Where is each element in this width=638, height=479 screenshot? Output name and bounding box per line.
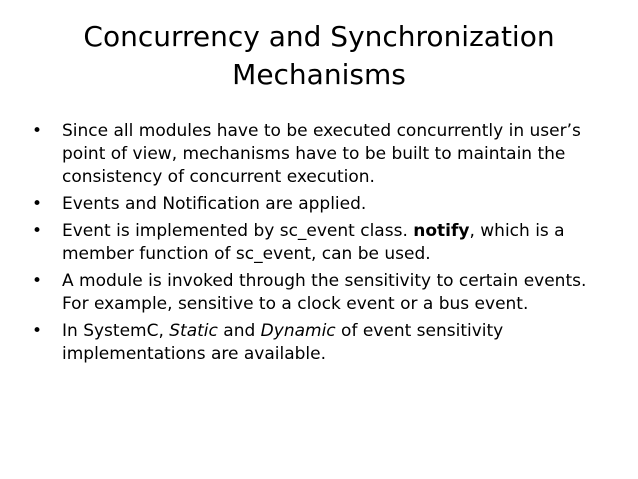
slide-title — [40, 18, 598, 94]
bullet-icon: • — [32, 194, 43, 214]
bullet-item-1 — [32, 120, 612, 189]
bullet-text-pre: In SystemC, — [62, 321, 170, 341]
bullet-item-4 — [32, 270, 612, 316]
bullet-item-2 — [32, 193, 612, 216]
bullet-text: Since all modules have to be executed concurrently in user’s point of view, mechanisms have to be built to maintain the consistency of concurrent execution. — [62, 121, 581, 187]
bullet-icon: • — [32, 321, 43, 341]
bullet-text-mid: and — [217, 321, 261, 341]
bullet-icon: • — [32, 271, 43, 291]
slide-title-line-1: Concurrency and Synchronization — [83, 20, 555, 53]
bullet-text-italic-static: Static — [169, 321, 218, 341]
bullet-text-post: of event sensitivity implementations are available. — [62, 321, 504, 364]
bullet-item-3 — [32, 220, 612, 266]
bullet-text-italic-dynamic: Dynamic — [260, 321, 336, 341]
bullet-text-post: , which is a member function of sc_event, can be used. — [62, 221, 565, 264]
bullet-text: Events and Notification are applied. — [62, 194, 367, 214]
bullet-text-bold-notify: notify — [413, 221, 470, 241]
slide-title-line-2: Mechanisms — [232, 58, 406, 91]
bullet-text-pre: Event is implemented by sc_event class. — [62, 221, 414, 241]
bullet-item-5 — [32, 320, 612, 366]
bullet-icon: • — [32, 221, 43, 241]
bullet-icon: • — [32, 121, 43, 141]
bullet-list — [32, 120, 612, 370]
bullet-text: A module is invoked through the sensitivity to certain events. For example, sensitive to a clock event or a bus event. — [62, 271, 587, 314]
